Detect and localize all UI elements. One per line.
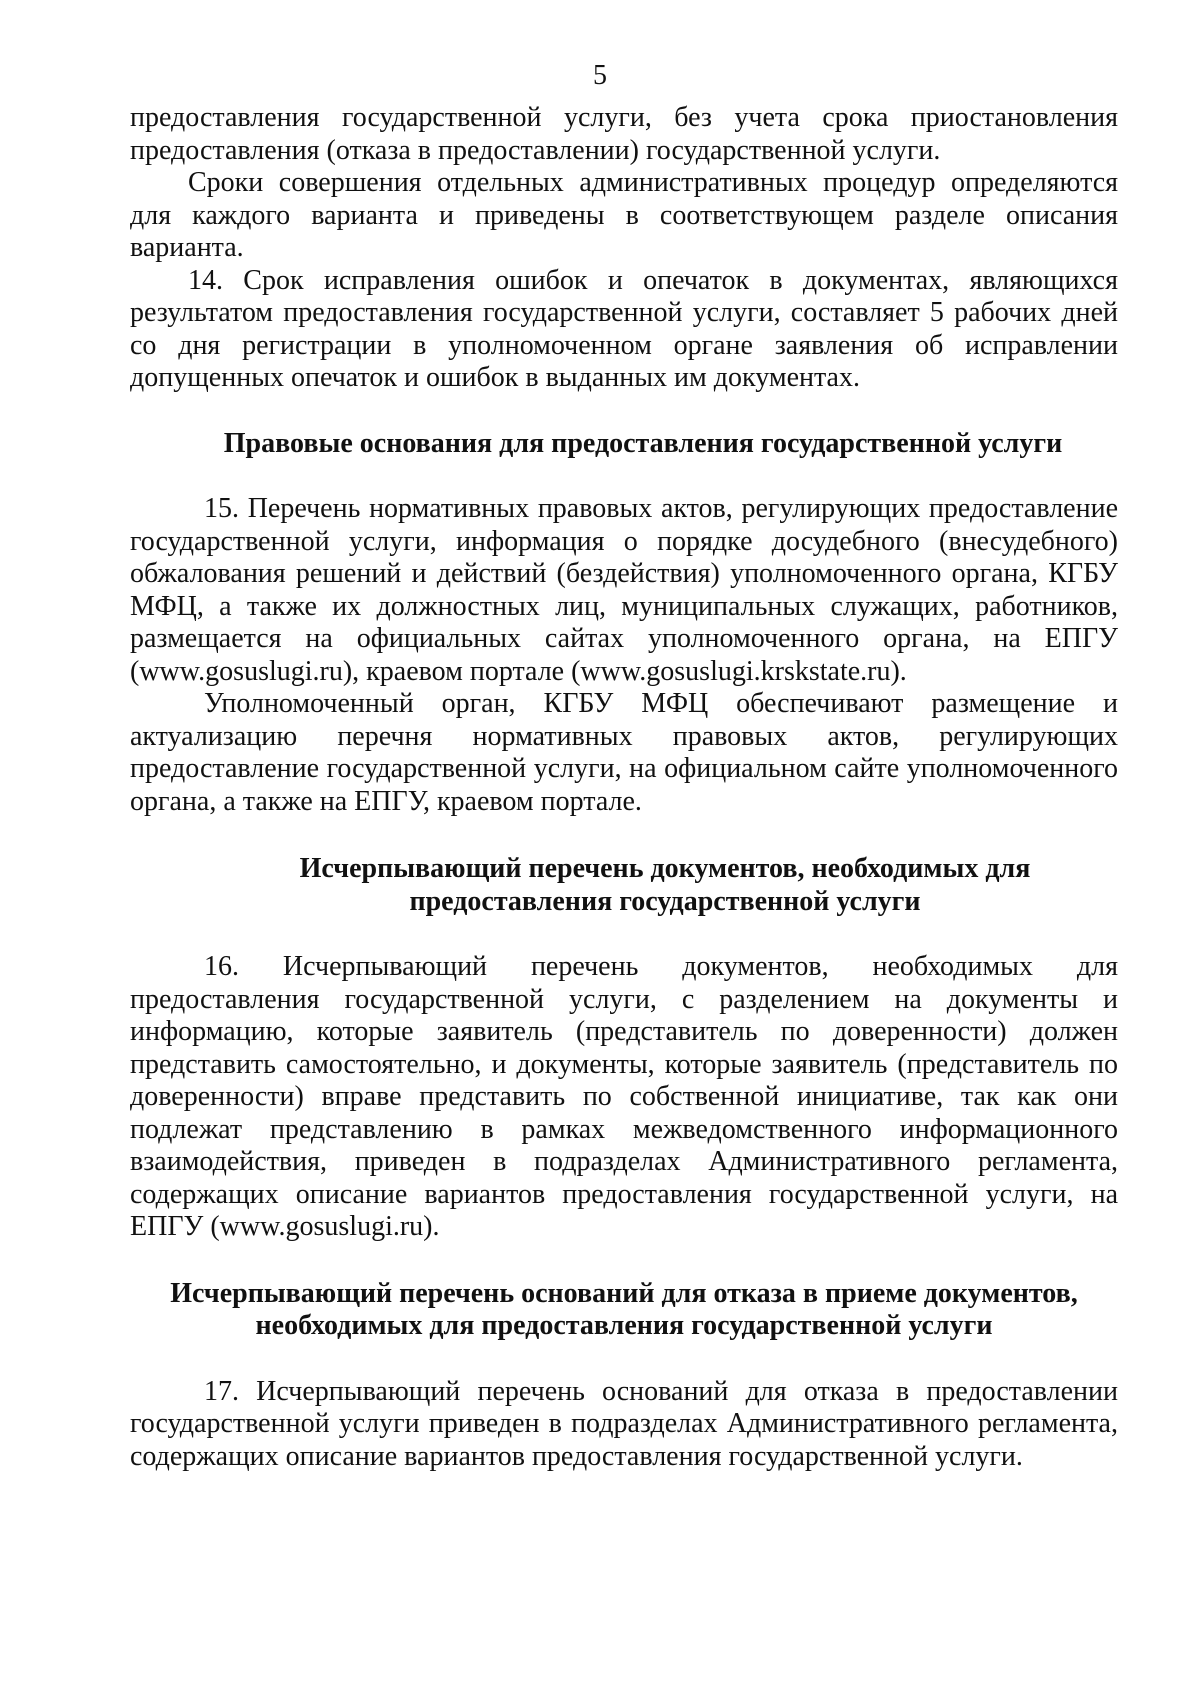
- heading-refusal-grounds-line2: необходимых для предоставления государственной услуги: [255, 1310, 993, 1341]
- paragraph-procedure-deadlines: Сроки совершения отдельных административных процедур определяются для каждого варианта и приведены в соответствующем разделе описания варианта.: [130, 167, 1118, 263]
- paragraph-16-documents: 16. Исчерпывающий перечень документов, необходимых для предоставления государственной услуги, с разделением на документы и информацию, которые заявитель (представитель по доверенности) должен представить самостоятельно, и документы, которые заявитель (представитель по доверенности) вправе представить по собственной инициативе, так как они подлежат представлению в рамках межведомственного информационного взаимодействия, приведен в подразделах Административного регламента, содержащих описание вариантов предоставления государственной услуги, на ЕПГУ (www.gosuslugi.ru).: [130, 951, 1118, 1242]
- paragraph-14-error-correction: 14. Срок исправления ошибок и опечаток в документах, являющихся результатом предоставления государственной услуги, составляет 5 рабочих дней со дня регистрации в уполномоченном органе заявления об исправлении допущенных опечаток и ошибок в выданных им документах.: [130, 264, 1118, 393]
- page-number: 5: [593, 60, 607, 91]
- document-body: [130, 102, 1118, 1473]
- heading-documents-list-line2: предоставления государственной услуги: [409, 885, 921, 917]
- heading-refusal-grounds: [130, 1278, 1118, 1343]
- heading-refusal-grounds-line1: Исчерпывающий перечень оснований для отказа в приеме документов,: [170, 1277, 1078, 1309]
- paragraph-17-refusal: 17. Исчерпывающий перечень оснований для отказа в предоставлении государственной услуги приведен в подразделах Административного регламента, содержащих описание вариантов предоставления государственной услуги.: [130, 1375, 1118, 1472]
- heading-documents-list: [130, 853, 1118, 918]
- paragraph-continuation: предоставления государственной услуги, без учета срока приостановления предоставления (отказа в предоставлении) государственной услуги.: [130, 102, 1118, 166]
- paragraph-15-legal-acts: 15. Перечень нормативных правовых актов, регулирующих предоставление государственной услуги, информация о порядке досудебного (внесудебного) обжалования решений и действий (бездействия) уполномоченного органа, КГБУ МФЦ, а также их должностных лиц, муниципальных служащих, работников, размещается на официальных сайтах уполномоченного органа, на ЕПГУ (www.gosuslugi.ru), краевом портале (www.gosuslugi.krskstate.ru).: [130, 493, 1118, 687]
- paragraph-legal-acts-publication: Уполномоченный орган, КГБУ МФЦ обеспечивают размещение и актуализацию перечня нормативных правовых актов, регулирующих предоставление государственной услуги, на официальном сайте уполномоченного органа, а также на ЕПГУ, краевом портале.: [130, 688, 1118, 817]
- heading-legal-basis: Правовые основания для предоставления государственной услуги: [223, 427, 1063, 459]
- heading-documents-list-line1: Исчерпывающий перечень документов, необходимых для: [299, 853, 1031, 884]
